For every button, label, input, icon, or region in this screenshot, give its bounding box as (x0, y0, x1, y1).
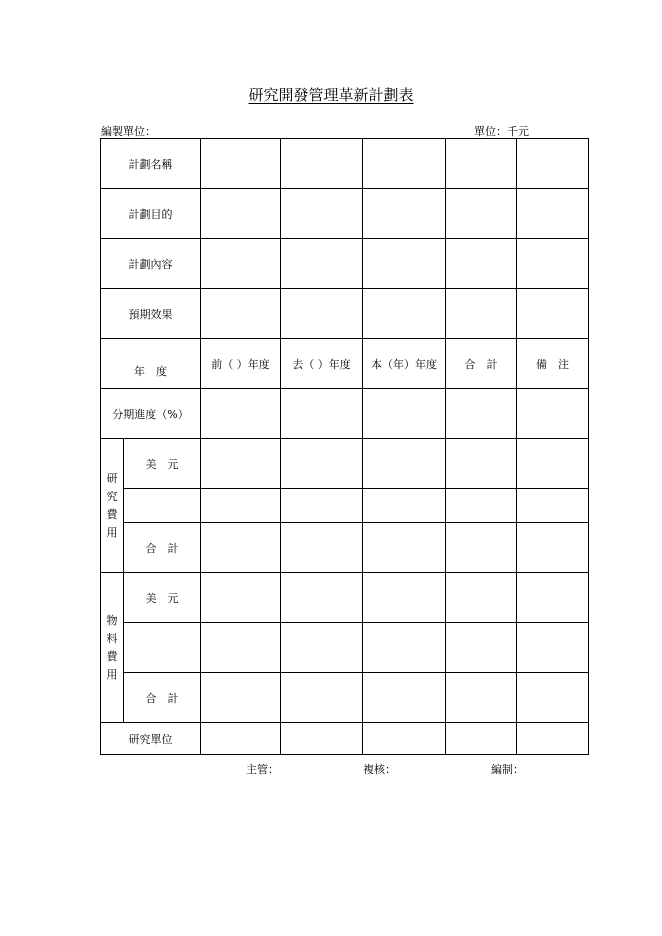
compiler-label: 編制： (491, 763, 524, 776)
cell[interactable] (363, 523, 446, 573)
col-prev-year: 前（ ）年度 (201, 339, 281, 389)
cell[interactable] (517, 523, 589, 573)
cell[interactable] (517, 389, 589, 439)
cell[interactable] (517, 439, 589, 489)
cell[interactable] (281, 289, 363, 339)
cell[interactable] (201, 573, 281, 623)
cell[interactable] (517, 723, 589, 755)
cell[interactable] (281, 573, 363, 623)
table-row-plan-name (101, 139, 589, 189)
cell[interactable] (363, 439, 446, 489)
cell[interactable] (363, 489, 446, 523)
plan-content-label: 計劃內容 (101, 239, 201, 289)
cell[interactable] (201, 139, 281, 189)
usd-label: 美 元 (124, 439, 201, 489)
cell[interactable] (201, 189, 281, 239)
col-remarks: 備 注 (517, 339, 589, 389)
table-row-plan-purpose (101, 189, 589, 239)
cell[interactable] (446, 523, 517, 573)
reviewer-label: 複核： (363, 763, 396, 776)
cell[interactable] (281, 389, 363, 439)
cell[interactable] (201, 723, 281, 755)
cell[interactable] (201, 673, 281, 723)
cell[interactable] (363, 389, 446, 439)
plan-purpose-label: 計劃目的 (101, 189, 201, 239)
cell[interactable] (363, 239, 446, 289)
cell[interactable] (363, 189, 446, 239)
cell[interactable] (446, 189, 517, 239)
cell[interactable] (517, 623, 589, 673)
cell[interactable] (446, 289, 517, 339)
cell[interactable] (517, 239, 589, 289)
expected-effect-label: 預期效果 (101, 289, 201, 339)
table-row-material-blank (101, 623, 589, 673)
table-row-progress (101, 389, 589, 439)
plan-name-label: 計劃名稱 (101, 139, 201, 189)
usd-label: 美 元 (124, 573, 201, 623)
cell[interactable] (281, 489, 363, 523)
cell[interactable] (281, 723, 363, 755)
cell[interactable] (363, 673, 446, 723)
cell[interactable] (201, 523, 281, 573)
page-title: 研究開發管理革新計劃表 (248, 86, 414, 104)
table-row-research-total (101, 523, 589, 573)
cell[interactable] (281, 523, 363, 573)
cell[interactable] (517, 139, 589, 189)
cell[interactable] (446, 439, 517, 489)
cell[interactable] (363, 723, 446, 755)
cell[interactable] (446, 573, 517, 623)
year-label: 年 度 (101, 339, 201, 389)
research-cost-label: 研 究 費 用 (101, 439, 124, 573)
table-row-expected-effect (101, 289, 589, 339)
col-this-year: 本（年）年度 (363, 339, 446, 389)
cell[interactable] (201, 389, 281, 439)
cell[interactable] (517, 289, 589, 339)
cell[interactable] (446, 623, 517, 673)
cell[interactable] (281, 189, 363, 239)
cell[interactable] (281, 623, 363, 673)
unit-label: 單位：千元 (474, 125, 529, 138)
cell[interactable] (281, 239, 363, 289)
cell[interactable] (281, 139, 363, 189)
cell[interactable] (446, 389, 517, 439)
subtotal-label: 合 計 (124, 673, 201, 723)
cell[interactable] (201, 623, 281, 673)
cell[interactable] (201, 289, 281, 339)
cell[interactable] (124, 489, 201, 523)
cell[interactable] (446, 489, 517, 523)
cell[interactable] (517, 189, 589, 239)
cell[interactable] (281, 673, 363, 723)
cell[interactable] (517, 673, 589, 723)
supervisor-label: 主管： (246, 763, 279, 776)
cell[interactable] (446, 723, 517, 755)
progress-label: 分期進度（%） (101, 389, 201, 439)
table-row-year (101, 339, 589, 389)
col-total: 合 計 (446, 339, 517, 389)
cell[interactable] (363, 623, 446, 673)
cell[interactable] (201, 439, 281, 489)
table-row-material-usd (101, 573, 589, 623)
table-row-research-unit (101, 723, 589, 755)
cell[interactable] (446, 139, 517, 189)
subtotal-label: 合 計 (124, 523, 201, 573)
cell[interactable] (363, 289, 446, 339)
cell[interactable] (446, 673, 517, 723)
col-last-year: 去（ ）年度 (281, 339, 363, 389)
plan-table (100, 138, 589, 755)
cell[interactable] (124, 623, 201, 673)
cell[interactable] (281, 439, 363, 489)
cell[interactable] (363, 139, 446, 189)
table-row-plan-content (101, 239, 589, 289)
material-cost-label: 物 料 費 用 (101, 573, 124, 723)
cell[interactable] (201, 489, 281, 523)
table-row-material-total (101, 673, 589, 723)
cell[interactable] (201, 239, 281, 289)
cell[interactable] (363, 573, 446, 623)
prepared-unit-label: 編製單位： (101, 125, 156, 138)
table-row-research-blank (101, 489, 589, 523)
cell[interactable] (517, 573, 589, 623)
research-unit-label: 研究單位 (101, 723, 201, 755)
table-row-research-usd (101, 439, 589, 489)
cell[interactable] (446, 239, 517, 289)
cell[interactable] (517, 489, 589, 523)
